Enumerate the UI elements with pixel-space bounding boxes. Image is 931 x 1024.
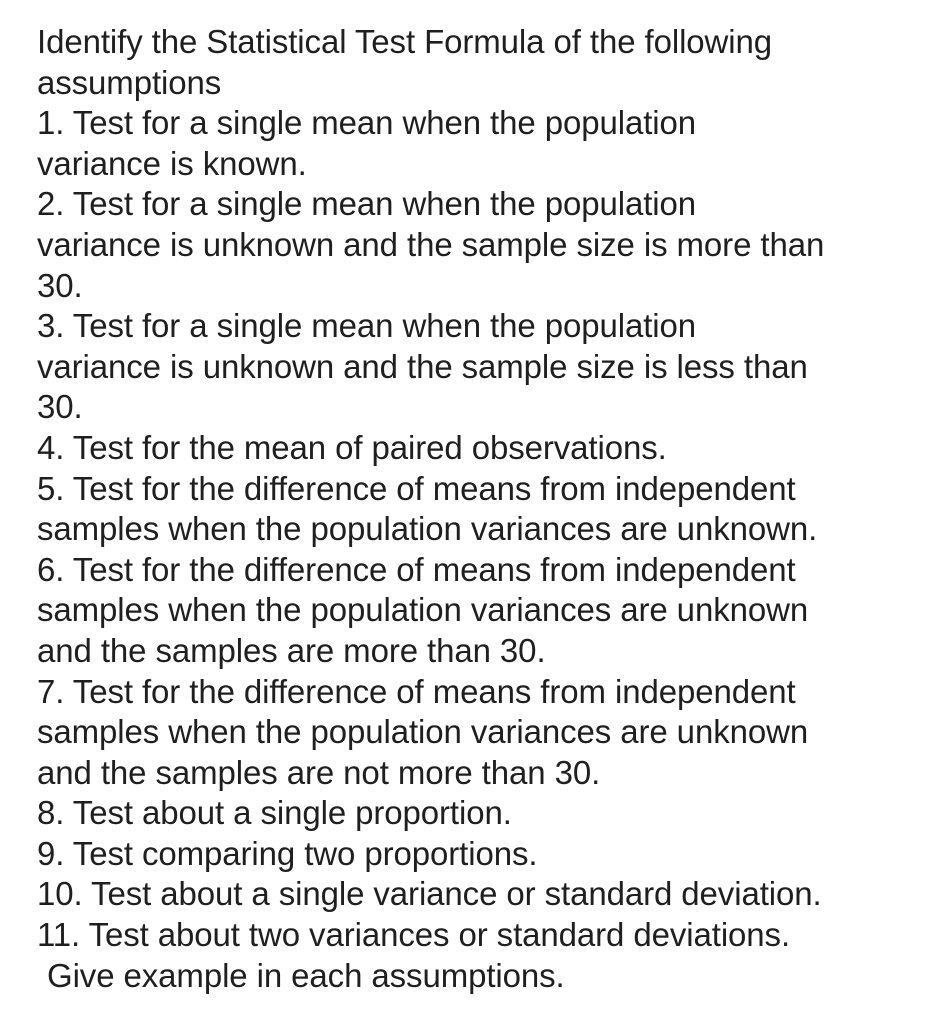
item-7-line-1: 7. Test for the difference of means from independent — [37, 672, 796, 710]
item-3-line-1: 3. Test for a single mean when the population — [37, 307, 696, 345]
item-6-line-1: 6. Test for the difference of means from independent — [37, 550, 796, 588]
item-7-line-2: samples when the population variances are unknown — [37, 713, 809, 751]
question-text-block — [37, 22, 907, 996]
title-line-1: Identify the Statistical Test Formula of the following — [37, 23, 773, 60]
item-3-line-2: variance is unknown and the sample size is less than — [37, 347, 808, 385]
item-1-line-2: variance is known. — [37, 144, 307, 182]
item-2-line-1: 2. Test for a single mean when the population — [37, 185, 696, 223]
item-9-line-1: 9. Test comparing two proportions. — [37, 834, 538, 872]
item-6-line-3: and the samples are more than 30. — [37, 631, 546, 669]
instruction-line: Give example in each assumptions. — [47, 956, 565, 994]
item-1-line-1: 1. Test for a single mean when the population — [37, 104, 696, 142]
item-8-line-1: 8. Test about a single proportion. — [37, 794, 512, 832]
item-10-line-1: 10. Test about a single variance or standard deviation. — [37, 875, 822, 913]
title-line-2: assumptions — [37, 63, 222, 101]
item-6-line-2: samples when the population variances are unknown — [37, 591, 809, 629]
item-11-line-1: 11. Test about two variances or standard deviations. — [37, 916, 791, 954]
item-4-line-1: 4. Test for the mean of paired observations. — [37, 428, 667, 466]
item-7-line-3: and the samples are not more than 30. — [37, 753, 601, 791]
item-5-line-1: 5. Test for the difference of means from independent — [37, 469, 796, 507]
item-3-line-3: 30. — [37, 388, 83, 426]
item-5-line-2: samples when the population variances are unknown. — [37, 510, 818, 548]
item-2-line-2: variance is unknown and the sample size is more than — [37, 225, 825, 263]
item-2-line-3: 30. — [37, 266, 83, 304]
